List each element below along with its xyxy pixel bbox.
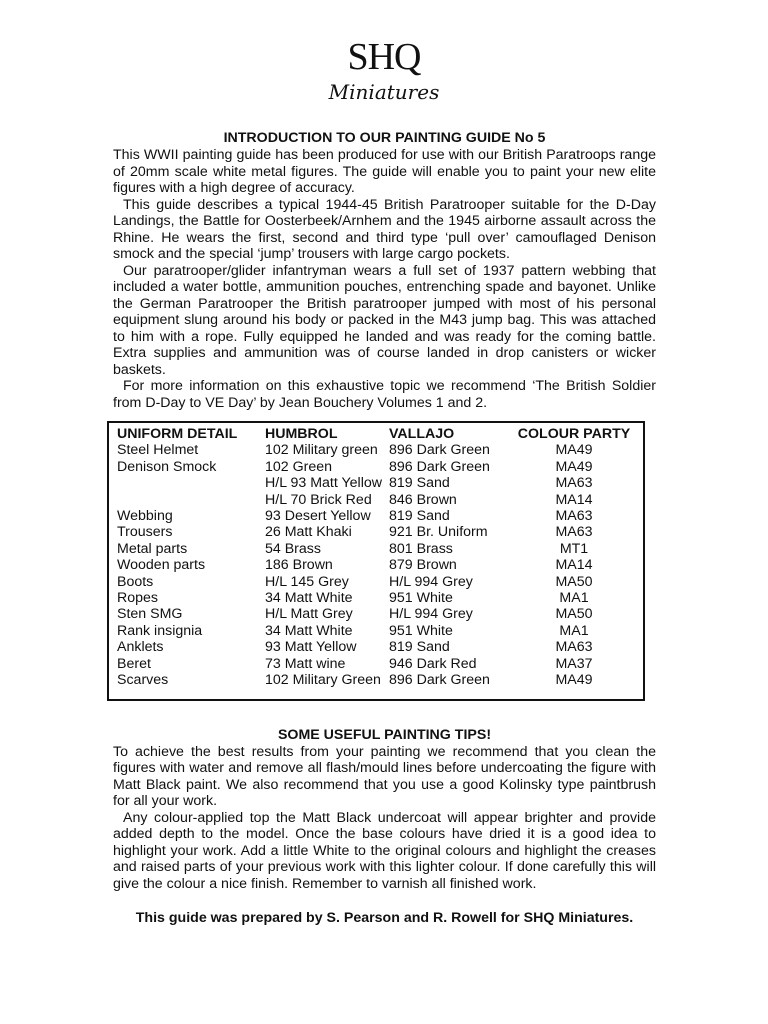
logo-subtitle: Miniatures bbox=[328, 80, 440, 104]
uniform-detail-cell: Beret bbox=[117, 655, 151, 672]
colour-party-cell: MA14 bbox=[555, 557, 593, 574]
table-row bbox=[117, 442, 635, 458]
humbrol-cell: 34 Matt White bbox=[265, 590, 353, 607]
vallajo-cell: 846 Brown bbox=[389, 491, 457, 508]
vallajo-cell: 879 Brown bbox=[389, 557, 457, 574]
colour-party-cell: MA63 bbox=[555, 524, 593, 541]
header-uniform-detail: UNIFORM DETAIL bbox=[117, 426, 238, 442]
colour-party-cell: MA63 bbox=[555, 475, 593, 492]
table-row bbox=[117, 639, 635, 655]
uniform-colour-table bbox=[107, 421, 645, 701]
humbrol-cell: 102 Military green bbox=[265, 442, 378, 459]
table-row bbox=[117, 541, 635, 557]
uniform-detail-cell: Rank insignia bbox=[117, 622, 203, 639]
uniform-detail-cell: Boots bbox=[117, 573, 154, 590]
tips-paragraph-1: To achieve the best results from your painting we recommend that you clean the figures with water and remove all flash/mould lines before undercoating the figure with Matt Black paint. We also recommend that you use a good Kolinsky type paintbrush for all your work. bbox=[113, 743, 656, 809]
vallajo-cell: 896 Dark Green bbox=[389, 672, 490, 689]
colour-party-cell: MA50 bbox=[555, 606, 593, 623]
colour-party-cell: MA63 bbox=[555, 508, 593, 525]
uniform-detail-cell: Webbing bbox=[117, 508, 173, 525]
humbrol-cell: H/L Matt Grey bbox=[265, 606, 353, 623]
colour-party-cell: MT1 bbox=[559, 540, 589, 557]
intro-paragraph-3: Our paratrooper/glider infantryman wears a full set of 1937 pattern webbing that included a water bottle, ammunition pouches, entrenching spade and bayonet. Unlike the German Paratrooper the British paratrooper jumped with most of his personal equipment slung around his body or packed in the M43 jump bag. This was attached to him with a rope. Fully equipped he landed and was ready for the coming battle. Extra supplies and ammunition was of course landed in drop canisters or wicker baskets. bbox=[113, 262, 656, 378]
uniform-detail-cell: Scarves bbox=[117, 672, 169, 689]
vallajo-cell: 819 Sand bbox=[389, 475, 450, 492]
humbrol-cell: 54 Brass bbox=[265, 540, 321, 557]
table-header-row bbox=[117, 426, 635, 442]
colour-party-cell: MA14 bbox=[555, 491, 593, 508]
logo-mark: SHQ bbox=[347, 36, 421, 78]
colour-party-cell: MA49 bbox=[555, 442, 593, 459]
uniform-detail-cell: Ropes bbox=[117, 590, 159, 607]
uniform-detail-cell: Metal parts bbox=[117, 540, 188, 557]
colour-party-cell: MA37 bbox=[555, 655, 593, 672]
colour-party-cell: MA63 bbox=[555, 639, 593, 656]
colour-party-cell: MA49 bbox=[555, 458, 593, 475]
colour-party-cell: MA1 bbox=[559, 622, 589, 639]
humbrol-cell: 73 Matt wine bbox=[265, 655, 346, 672]
uniform-detail-cell: Sten SMG bbox=[117, 606, 183, 623]
colour-party-cell: MA50 bbox=[555, 573, 593, 590]
uniform-detail-cell bbox=[117, 475, 265, 491]
table-row bbox=[117, 623, 635, 639]
humbrol-cell: 102 Green bbox=[265, 458, 333, 475]
table-row bbox=[117, 574, 635, 590]
vallajo-cell: 951 White bbox=[389, 590, 453, 607]
tips-heading: SOME USEFUL PAINTING TIPS! bbox=[277, 726, 492, 743]
intro-paragraph-2: This guide describes a typical 1944-45 British Paratrooper suitable for the D-Day Landings, the Battle for Oosterbeek/Arnhem and the 1945 airborne assault across the Rhine. He wears the first, second and third type ‘pull over’ camouflaged Denison smock and the special ‘jump’ trousers with large cargo pockets. bbox=[113, 196, 656, 262]
table-row bbox=[117, 475, 635, 491]
vallajo-cell: H/L 994 Grey bbox=[389, 573, 473, 590]
table-row bbox=[117, 672, 635, 688]
table-row bbox=[117, 459, 635, 475]
table-row bbox=[117, 590, 635, 606]
humbrol-cell: 186 Brown bbox=[265, 557, 333, 574]
tips-paragraph-2: Any colour-applied top the Matt Black undercoat will appear brighter and provide added depth to the model. Once the base colours have dried it is a good idea to highlight your work. Add a little White to the original colours and highlight the creases and raised parts of your previous work with this lighter colour. If done carefully this will give the colour a nice finish. Remember to varnish all finished work. bbox=[113, 809, 656, 892]
uniform-detail-cell: Steel Helmet bbox=[117, 442, 199, 459]
intro-paragraph-4: For more information on this exhaustive topic we recommend ‘The British Soldier from D-Day to VE Day’ by Jean Bouchery Volumes 1 and 2. bbox=[113, 378, 656, 411]
humbrol-cell: H/L 145 Grey bbox=[265, 573, 349, 590]
vallajo-cell: 951 White bbox=[389, 622, 453, 639]
header-humbrol: HUMBROL bbox=[265, 426, 338, 442]
table-row bbox=[117, 492, 635, 508]
vallajo-cell: 896 Dark Green bbox=[389, 442, 490, 459]
credit-line: This guide was prepared by S. Pearson and R. Rowell for SHQ Miniatures. bbox=[135, 910, 634, 926]
uniform-detail-cell: Trousers bbox=[117, 524, 173, 541]
table-row bbox=[117, 524, 635, 540]
humbrol-cell: 93 Desert Yellow bbox=[265, 508, 371, 525]
table-row bbox=[117, 606, 635, 622]
uniform-detail-cell: Wooden parts bbox=[117, 557, 206, 574]
humbrol-cell: 26 Matt Khaki bbox=[265, 524, 352, 541]
table-body bbox=[117, 442, 635, 688]
intro-paragraph-1: This WWII painting guide has been produced for use with our British Paratroops range of 20mm scale white metal figures. The guide will enable you to paint your new elite figures with a high degree of accuracy. bbox=[113, 147, 656, 196]
table-row bbox=[117, 508, 635, 524]
guide-content bbox=[113, 130, 656, 927]
table-row bbox=[117, 656, 635, 672]
colour-party-cell: MA49 bbox=[555, 672, 593, 689]
vallajo-cell: 896 Dark Green bbox=[389, 458, 490, 475]
humbrol-cell: H/L 93 Matt Yellow bbox=[265, 475, 382, 492]
vallajo-cell: 819 Sand bbox=[389, 639, 450, 656]
vallajo-cell: H/L 994 Grey bbox=[389, 606, 473, 623]
humbrol-cell: 93 Matt Yellow bbox=[265, 639, 357, 656]
vallajo-cell: 819 Sand bbox=[389, 508, 450, 525]
table-row bbox=[117, 557, 635, 573]
uniform-detail-cell: Anklets bbox=[117, 639, 164, 656]
header-vallajo: VALLAJO bbox=[389, 426, 455, 442]
vallajo-cell: 946 Dark Red bbox=[389, 655, 477, 672]
humbrol-cell: 34 Matt White bbox=[265, 622, 353, 639]
vallajo-cell: 801 Brass bbox=[389, 540, 453, 557]
uniform-detail-cell: Denison Smock bbox=[117, 458, 217, 475]
vallajo-cell: 921 Br. Uniform bbox=[389, 524, 488, 541]
header-colour-party: COLOUR PARTY bbox=[517, 426, 631, 442]
shq-logo bbox=[0, 36, 768, 104]
intro-heading: INTRODUCTION TO OUR PAINTING GUIDE No 5 bbox=[223, 130, 546, 146]
humbrol-cell: 102 Military Green bbox=[265, 672, 381, 689]
humbrol-cell: H/L 70 Brick Red bbox=[265, 491, 372, 508]
colour-party-cell: MA1 bbox=[559, 590, 589, 607]
uniform-detail-cell bbox=[117, 492, 265, 508]
